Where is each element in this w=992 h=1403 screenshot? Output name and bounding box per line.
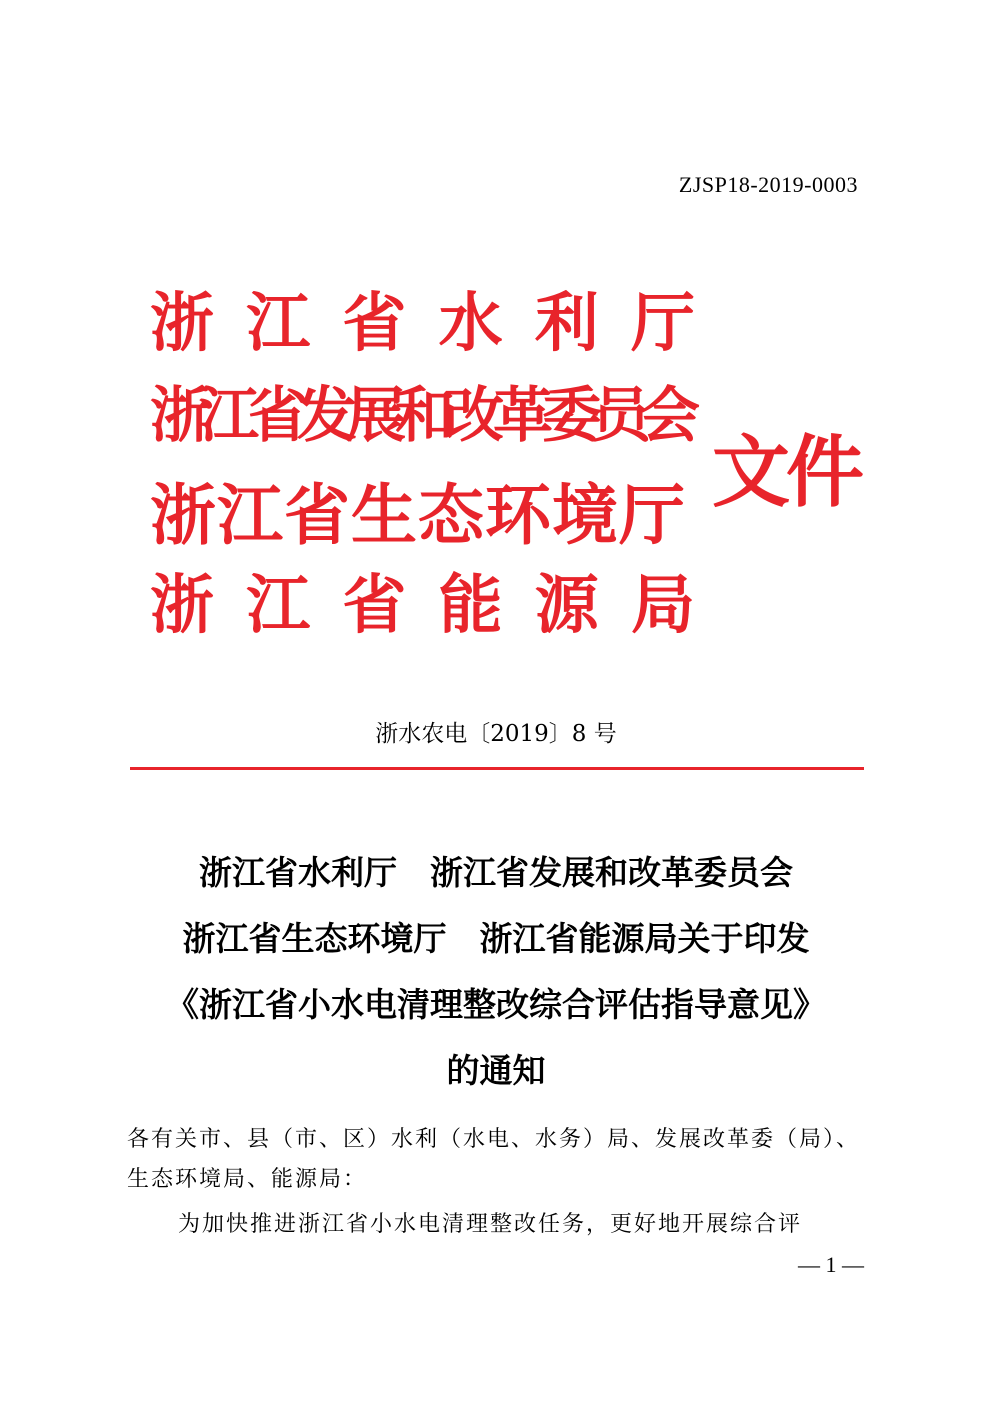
org1-char: 水 bbox=[438, 286, 503, 361]
org4-char: 能 bbox=[438, 568, 503, 643]
org4-char: 源 bbox=[534, 568, 599, 643]
org-development-reform-commission: 浙江省发展和改革委员会 bbox=[150, 381, 689, 451]
org1-char: 厅 bbox=[630, 286, 695, 361]
org4-char: 省 bbox=[342, 568, 407, 643]
org-energy-bureau bbox=[150, 554, 695, 646]
org4-char: 江 bbox=[246, 568, 311, 643]
document-suffix: 文件 bbox=[712, 427, 861, 518]
org1-char: 江 bbox=[246, 286, 311, 361]
document-title bbox=[0, 840, 992, 1104]
document-code: ZJSP18-2019-0003 bbox=[678, 172, 858, 197]
title-line-4: 的通知 bbox=[446, 1051, 546, 1090]
org1-char: 利 bbox=[534, 286, 599, 361]
title-line-3: 《浙江省小水电清理整改综合评估指导意见》 bbox=[166, 985, 826, 1024]
red-divider bbox=[130, 767, 864, 770]
org-water-resources-department bbox=[150, 272, 695, 364]
recipients-line-1: 各有关市、县（市、区）水利（水电、水务）局、发展改革委（局）、 bbox=[127, 1127, 861, 1152]
org4-char: 浙 bbox=[150, 568, 214, 643]
issuing-authorities-header bbox=[150, 272, 870, 642]
title-line-2: 浙江省生态环境厅 浙江省能源局关于印发 bbox=[182, 919, 810, 958]
recipients-line-2: 生态环境局、能源局： bbox=[127, 1167, 368, 1192]
org1-char: 浙 bbox=[150, 286, 214, 361]
page-number: — 1 — bbox=[798, 1252, 864, 1277]
body-paragraph: 为加快推进浙江省小水电清理整改任务，更好地开展综合评 bbox=[178, 1212, 803, 1237]
title-line-1: 浙江省水利厅 浙江省发展和改革委员会 bbox=[199, 853, 793, 892]
document-number: 浙水农电〔2019〕8 号 bbox=[375, 721, 617, 747]
org4-char: 局 bbox=[630, 568, 695, 643]
org-ecology-environment-department: 浙江省生态环境厅 bbox=[150, 476, 686, 554]
org1-char: 省 bbox=[342, 286, 407, 361]
